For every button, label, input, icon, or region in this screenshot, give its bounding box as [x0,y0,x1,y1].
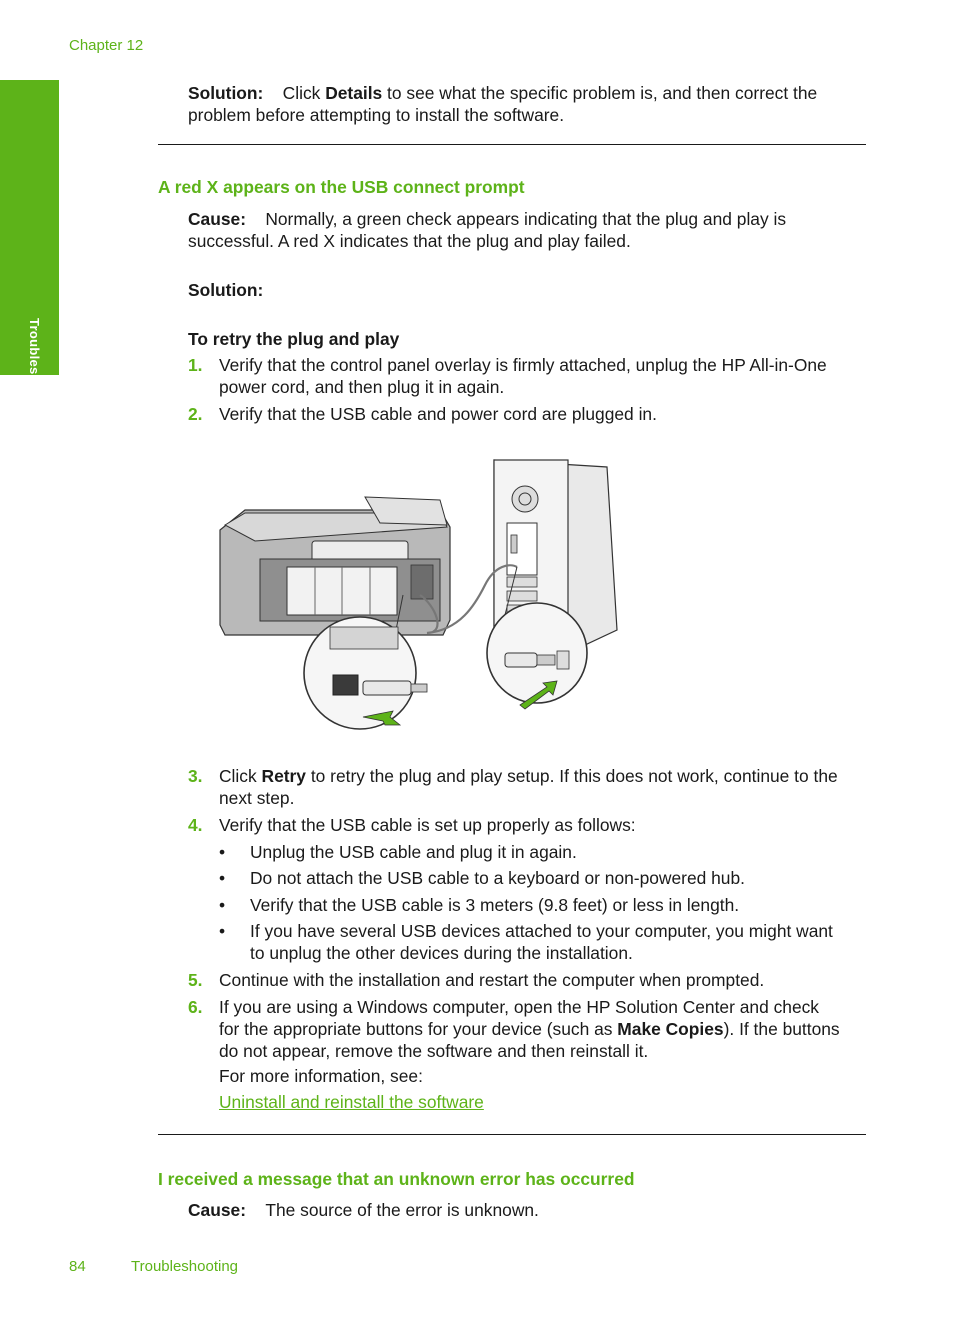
chapter-header: Chapter 12 [69,37,144,54]
intro-solution-post: to see what the specific problem is, and then correct the [382,83,818,103]
bullet-mark: • [219,895,226,915]
bullet-line: to unplug the other devices during the installation. [250,943,633,963]
list-item [219,354,869,398]
list-item: Continue with the installation and restart the computer when prompted. [219,970,765,990]
page-number: 84 [69,1258,86,1275]
section-heading-red-x: A red X appears on the USB connect prompt [158,177,525,197]
cause-paragraph [188,1199,868,1221]
step-line: Click [219,766,262,786]
intro-solution [188,82,868,126]
step-line: Verify that the control panel overlay is firmly attached, unplug the HP All-in-One [219,355,827,375]
bullet-item: Do not attach the USB cable to a keyboard or non-powered hub. [250,868,745,888]
step-line: to retry the plug and play setup. If this does not work, continue to the [305,766,838,786]
bullet-item [250,920,870,964]
footer-section: Troubleshooting [131,1258,239,1275]
cause-label: Cause: [188,209,246,229]
step-line: power cord, and then plug it in again. [219,377,505,397]
cause-label: Cause: [188,1200,246,1220]
step-number: 6. [188,997,203,1017]
step-line: If you are using a Windows computer, open the HP Solution Center and check [219,997,820,1017]
step-number: 1. [188,355,203,375]
list-item [219,403,869,425]
step-line: ). If the buttons [723,1019,840,1039]
step-line: for the appropriate buttons for your device (such as [219,1019,618,1039]
step-number: 5. [188,970,203,990]
list-item: Verify that the USB cable is set up properly as follows: [219,815,636,835]
step-number: 3. [188,766,203,786]
cause-line1: Normally, a green check appears indicating that the plug and play is [265,209,787,229]
procedure-title: To retry the plug and play [188,329,400,349]
section-heading-unknown-error: I received a message that an unknown error has occurred [158,1169,635,1189]
list-item [219,765,869,809]
bullet-mark: • [219,868,226,888]
printer-icon [220,497,450,635]
side-tab-label: Troubleshooting [27,318,42,425]
side-tab [0,80,59,425]
bullet-item: Verify that the USB cable is 3 meters (9.8 feet) or less in length. [250,895,740,915]
bullet-item: Unplug the USB cable and plug it in again. [250,842,577,862]
intro-solution-pre: Click [282,83,326,103]
step-line: next step. [219,788,295,808]
retry-bold: Retry [261,766,306,786]
step-line: Verify that the USB cable and power cord are plugged in. [219,404,657,424]
step-number: 4. [188,815,203,835]
bullet-line: If you have several USB devices attached to your computer, you might want [250,921,833,941]
intro-solution-line2: problem before attempting to install the software. [188,105,565,125]
list-item [219,996,869,1113]
printer-usb-illustration [215,455,625,730]
cause-paragraph [188,208,868,252]
intro-solution-label: Solution: [188,83,264,103]
cause-line2: successful. A red X indicates that the plug and play failed. [188,231,631,251]
intro-solution-bold: Details [325,83,383,103]
cause-text: The source of the error is unknown. [265,1200,539,1220]
solution-label: Solution: [188,280,264,300]
step-line: do not appear, remove the software and then reinstall it. [219,1041,649,1061]
make-copies-bold: Make Copies [617,1019,724,1039]
step-number: 2. [188,404,203,424]
bullet-mark: • [219,842,226,862]
section-divider [158,144,866,145]
more-info-text: For more information, see: [219,1066,423,1086]
section-divider [158,1134,866,1135]
bullet-mark: • [219,921,226,941]
uninstall-reinstall-link[interactable]: Uninstall and reinstall the software [219,1092,484,1112]
